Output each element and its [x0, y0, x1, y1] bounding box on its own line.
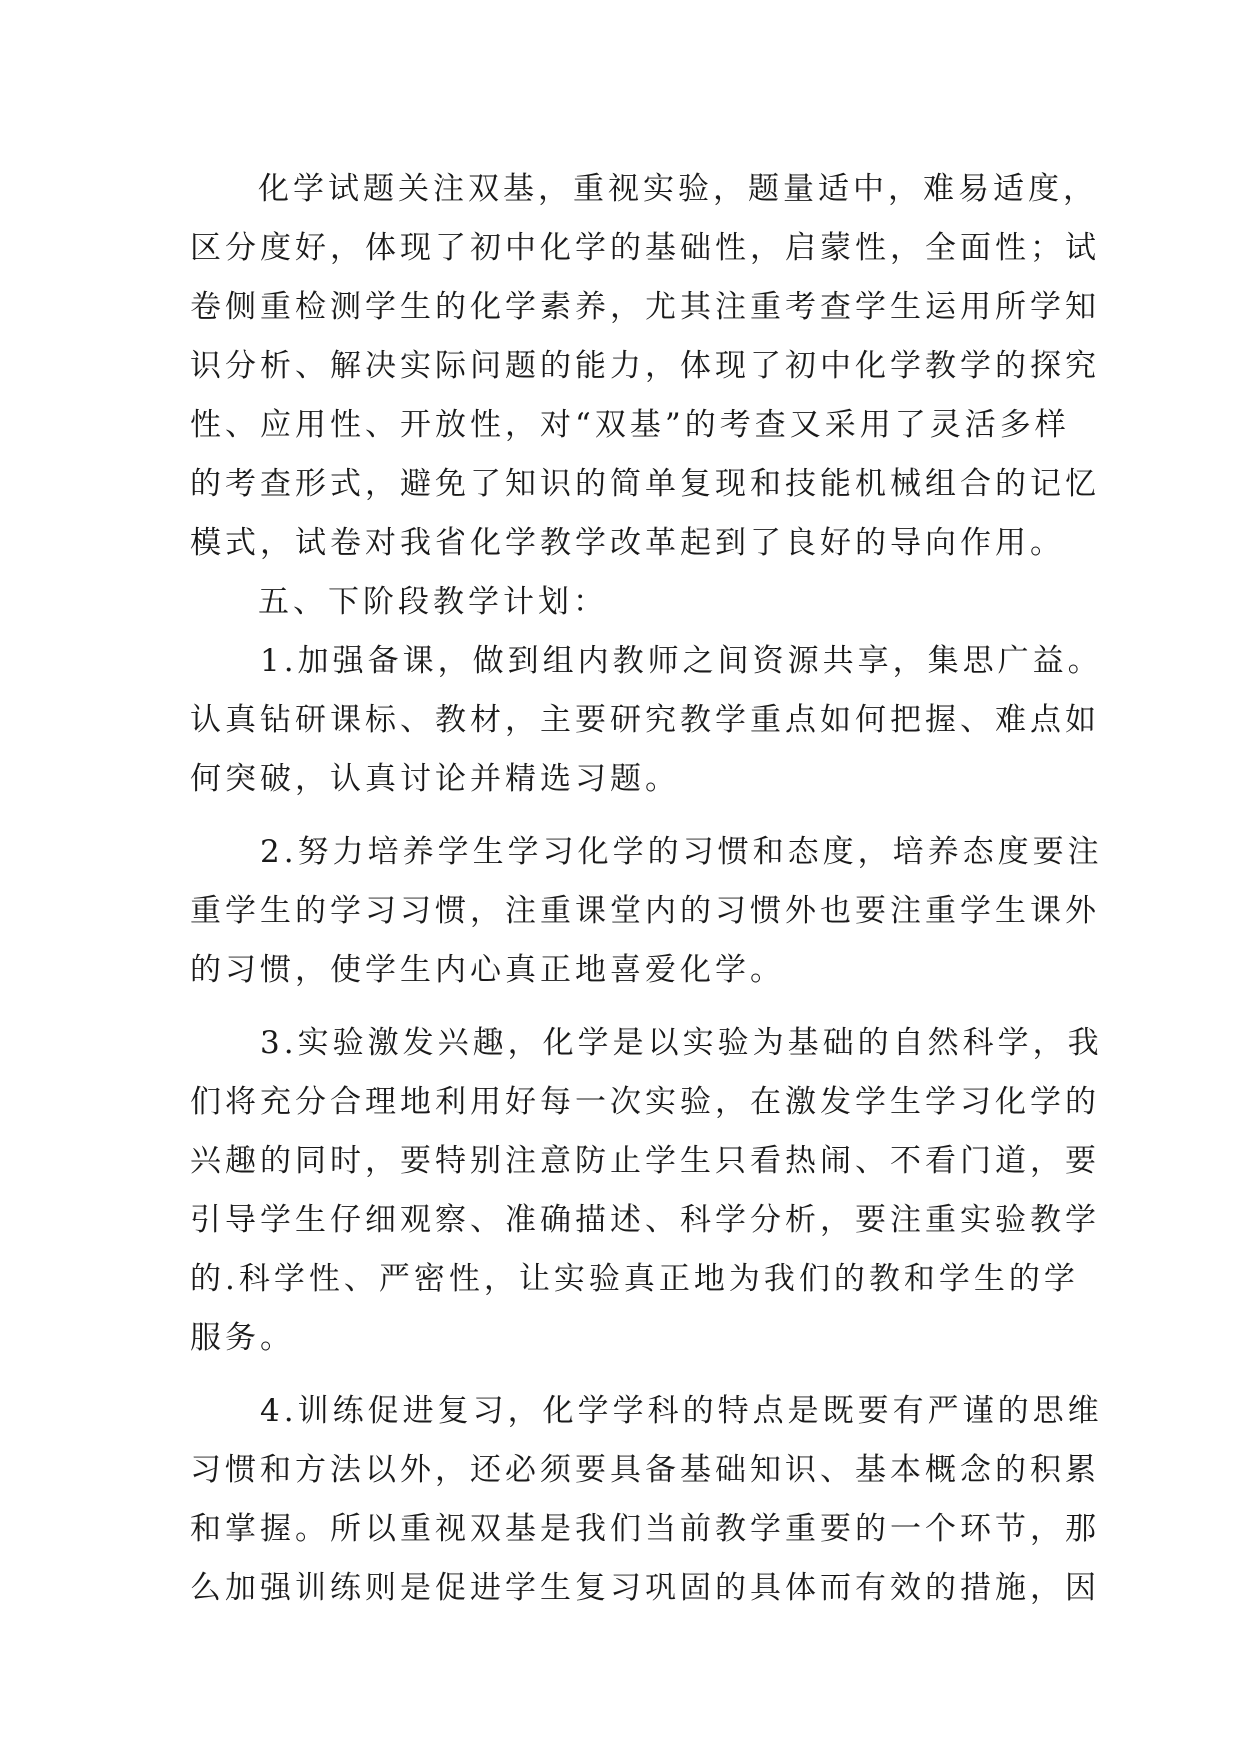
- text-line: 认真钻研课标、教材，主要研究教学重点如何把握、难点如: [190, 702, 1100, 738]
- text-line: 化学试题关注双基，重视实验，题量适中，难易适度，: [258, 171, 1098, 207]
- document-body: [190, 160, 1103, 1618]
- text-line: 的.科学性、严密性，让实验真正地为我们的教和学生的学: [190, 1261, 1079, 1297]
- text-line: 习惯和方法以外，还必须要具备基础知识、基本概念的积累: [190, 1452, 1100, 1488]
- text-line: 模式，试卷对我省化学教学改革起到了良好的导向作用。: [190, 525, 1065, 561]
- section-heading-text: 五、下阶段教学计划：: [258, 584, 608, 620]
- text-line: 识分析、解决实际问题的能力，体现了初中化学教学的探究: [190, 348, 1100, 384]
- paragraph-exam-analysis: [190, 160, 1100, 573]
- text-line: 的习惯，使学生内心真正地喜爱化学。: [190, 952, 785, 988]
- paragraph-item-3: [190, 1014, 1103, 1368]
- text-line: 3.实验激发兴趣，化学是以实验为基础的自然科学，我: [260, 1025, 1103, 1061]
- text-line: 性、应用性、开放性，对“双基”的考查又采用了灵活多样: [190, 407, 1070, 443]
- paragraph-spacer: [190, 1368, 1060, 1382]
- text-line: 卷侧重检测学生的化学素养，尤其注重考查学生运用所学知: [190, 289, 1100, 325]
- text-line: 兴趣的同时，要特别注意防止学生只看热闹、不看门道，要: [190, 1143, 1100, 1179]
- section-heading: [190, 573, 1060, 632]
- paragraph-spacer: [190, 809, 1060, 823]
- text-line: 重学生的学习习惯，注重课堂内的习惯外也要注重学生课外: [190, 893, 1100, 929]
- text-line: 么加强训练则是促进学生复习巩固的具体而有效的措施，因: [190, 1570, 1100, 1606]
- paragraph-item-2: [190, 823, 1103, 1000]
- paragraph-item-4: [190, 1382, 1103, 1618]
- text-line: 引导学生仔细观察、准确描述、科学分析，要注重实验教学: [190, 1202, 1100, 1238]
- text-line: 们将充分合理地利用好每一次实验，在激发学生学习化学的: [190, 1084, 1100, 1120]
- text-line: 何突破，认真讨论并精选习题。: [190, 761, 680, 797]
- text-line: 2.努力培养学生学习化学的习惯和态度，培养态度要注: [260, 834, 1103, 870]
- text-line: 服务。: [190, 1320, 295, 1356]
- text-line: 的考查形式，避免了知识的简单复现和技能机械组合的记忆: [190, 466, 1100, 502]
- text-line: 和掌握。所以重视双基是我们当前教学重要的一个环节，那: [190, 1511, 1100, 1547]
- text-line: 4.训练促进复习，化学学科的特点是既要有严谨的思维: [260, 1393, 1103, 1429]
- paragraph-item-1: [190, 632, 1103, 809]
- text-line: 1.加强备课，做到组内教师之间资源共享，集思广益。: [260, 643, 1103, 679]
- paragraph-spacer: [190, 1000, 1060, 1014]
- text-line: 区分度好，体现了初中化学的基础性，启蒙性，全面性；试: [190, 230, 1100, 266]
